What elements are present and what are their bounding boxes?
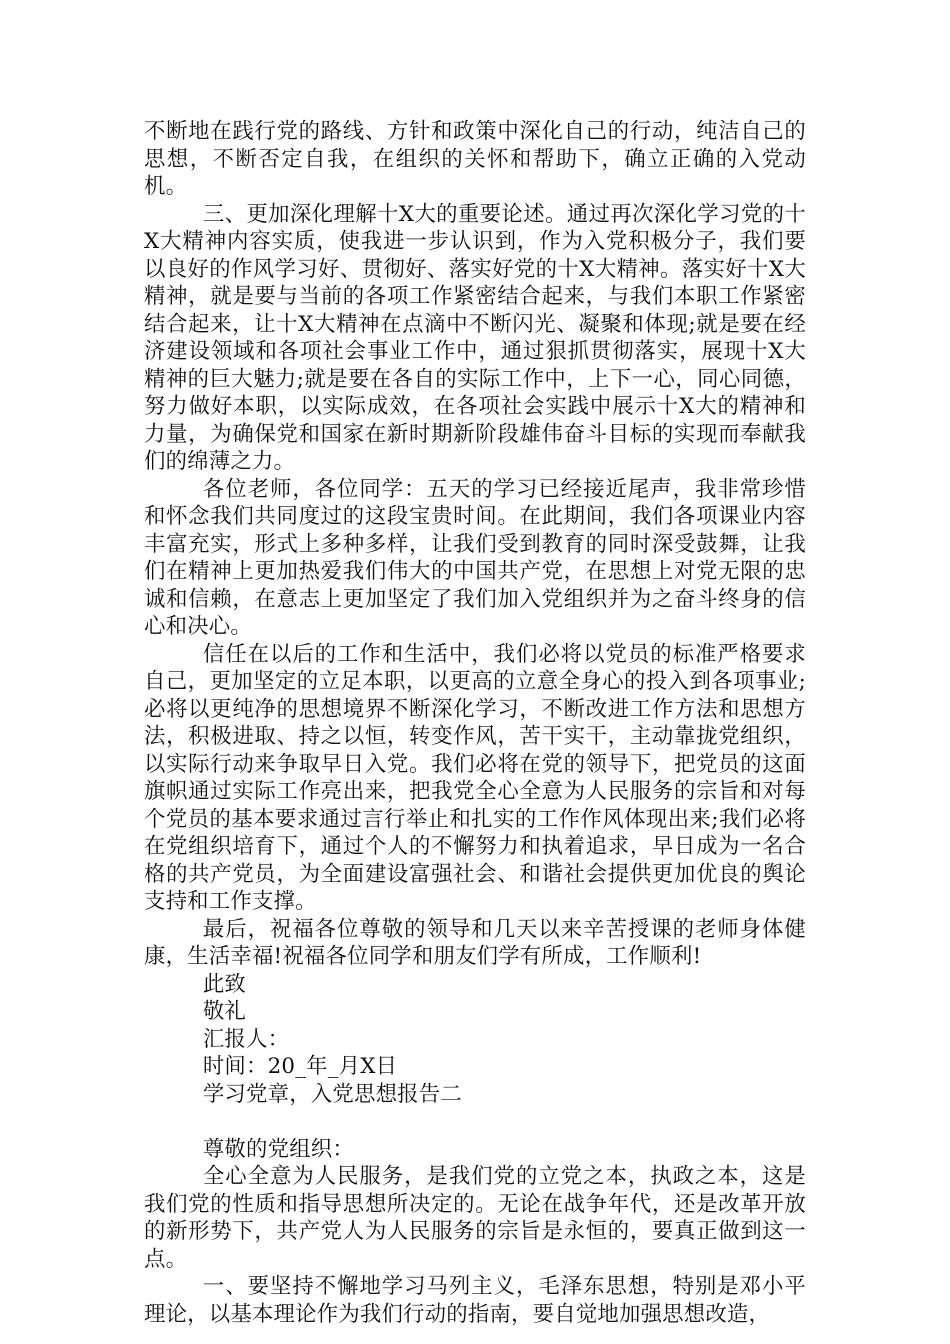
second-report-title: 学习党章，入党思想报告二 — [202, 1081, 462, 1107]
closing-salutation: 此致 — [202, 971, 247, 997]
paragraph-commitment: 信任在以后的工作和生活中，我们必将以党员的标准严格要求自己，更加坚定的立足本职，以更高的立意全身心的投入到各项事业;必将以更纯净的思想境界不断深化学习，不断改进工作方法和思想方法，积极进取、持之以恒，转变作风，苦干实干，主动靠拢党组织，以实际行动来争取早日入党。我们必将在党的领导下，把党员的这面旗帜通过实际工作亮出来，把我党全心全意为人民服务的宗旨和对每个党员的基本要求通过言行举止和扎实的工作作风体现出来;我们必将在党组织培育下，通过个人的不懈努力和执着追求，早日成为一名合格的共产党员，为全面建设富强社会、和谐社会提供更加优良的舆论支持和工作支撑。 — [144, 641, 806, 914]
document-body — [144, 118, 806, 1328]
paragraph-blessing: 最后，祝福各位尊敬的领导和几天以来辛苦授课的老师身体健康，生活幸福!祝福各位同学和朋友们学有所成，工作顺利! — [144, 916, 806, 969]
paragraph-continuation: 不断地在践行党的路线、方针和政策中深化自己的行动，纯洁自己的思想，不断否定自我，在组织的关怀和帮助下，确立正确的入党动机。 — [144, 119, 806, 199]
paragraph-teachers-classmates: 各位老师，各位同学：五天的学习已经接近尾声，我非常珍惜和怀念我们共同度过的这段宝贵时间。在此期间，我们各项课业内容丰富充实，形式上多种多样，让我们受到教育的同时深受鼓舞，让我们在精神上更加热爱我们伟大的中国共产党，在思想上对党无限的忠诚和信赖，在意志上更加坚定了我们加入党组织并为之奋斗终身的信心和决心。 — [144, 476, 806, 639]
blank-line — [144, 1108, 806, 1136]
reporter-line: 汇报人： — [202, 1026, 290, 1052]
second-salutation: 尊敬的党组织： — [202, 1136, 354, 1162]
paragraph-section-three: 三、更加深化理解十X大的重要论述。通过再次深化学习党的十X大精神内容实质，使我进一步认识到，作为入党积极分子，我们要以良好的作风学习好、贯彻好、落实好党的十X大精神。落实好十X大精神，就是要与当前的各项工作紧密结合起来，与我们本职工作紧密结合起来，让十X大精神在点滴中不断闪光、凝聚和体现;就是要在经济建设领域和各项社会事业工作中，通过狠抓贯彻落实，展现十X大精神的巨大魅力;就是要在各自的实际工作中，上下一心，同心同德，努力做好本职，以实际成效，在各项社会实践中展示十X大的精神和力量，为确保党和国家在新时期新阶段雄伟奋斗目标的实现而奉献我们的绵薄之力。 — [144, 201, 806, 474]
paragraph-point-one: 一、要坚持不懈地学习马列主义，毛泽东思想，特别是邓小平理论，以基本理论作为我们行动的指南，要自觉地加强思想改造， — [144, 1274, 806, 1327]
closing-regards: 敬礼 — [202, 999, 247, 1024]
date-line: 时间：20_年_月X日 — [202, 1054, 398, 1079]
paragraph-serve-people: 全心全意为人民服务，是我们党的立党之本，执政之本，这是我们党的性质和指导思想所决定的。无论在战争年代，还是改革开放的新形势下，共产党人为人民服务的宗旨是永恒的，要真正做到这一点。 — [144, 1164, 806, 1272]
